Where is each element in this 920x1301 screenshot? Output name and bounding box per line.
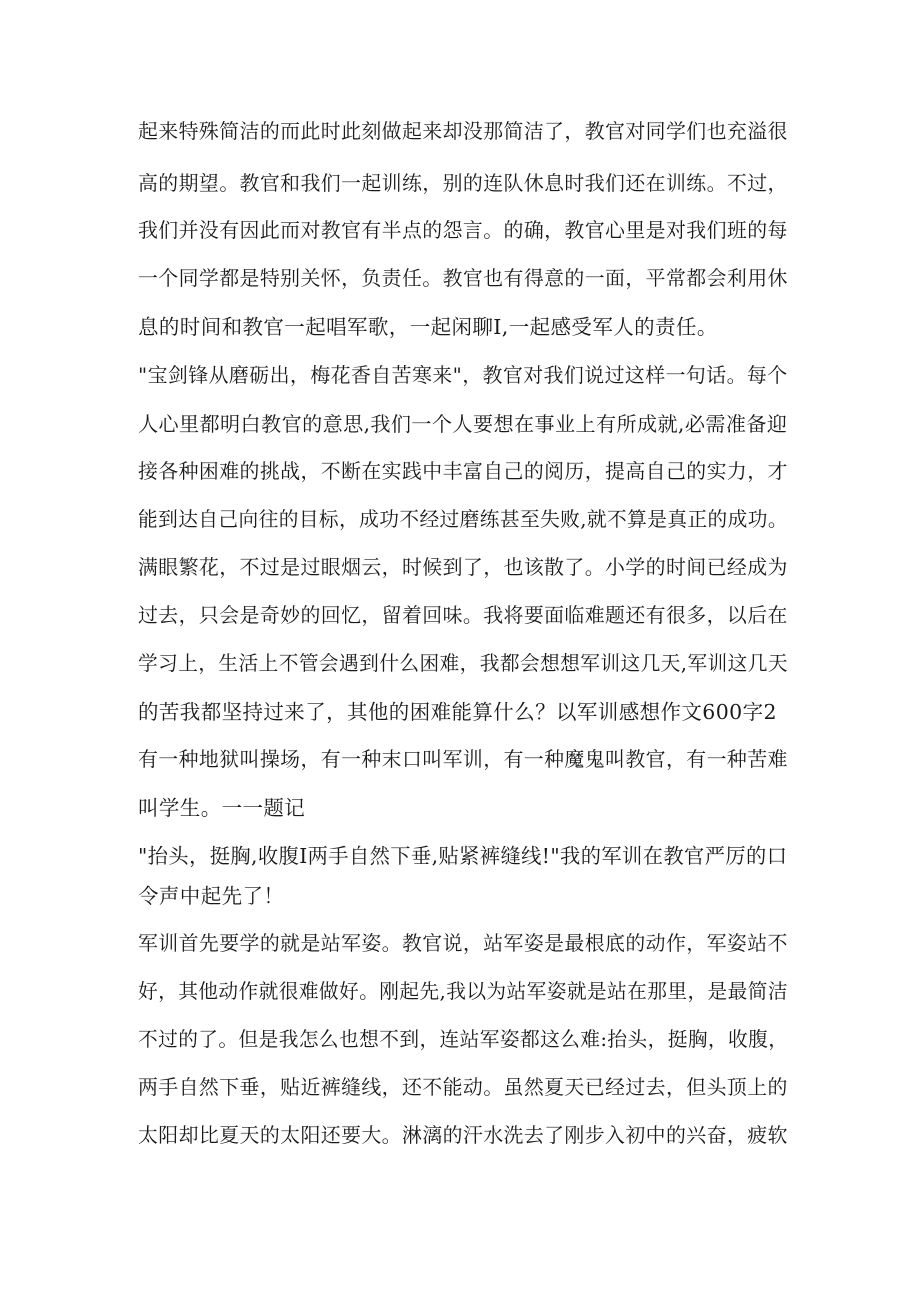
text-line: 人心里都明白教官的意思,我们一个人要想在事业上有所成就,必需准备迎 (138, 412, 788, 436)
text-line: "宝剑锋从磨砺出，梅花香自苦寒来"，教官对我们说过这样一句话。每个 (138, 363, 788, 387)
text-line: 满眼繁花，不过是过眼烟云，时候到了，也该散了。小学的时间已经成为 (138, 556, 788, 579)
text-line: 一个同学都是特别关怀，负责任。教官也有得意的一面，平常都会利用休 (138, 267, 788, 290)
text-line: 高的期望。教官和我们一起训练，别的连队休息时我们还在训练。不过， (138, 172, 788, 195)
text-line: 起来特殊简洁的而此时此刻做起来却没那简洁了，教官对同学们也充溢很 (138, 120, 788, 143)
text-line: 叫学生。一一题记 (138, 796, 306, 820)
text-line: 军训首先要学的就是站军姿。教官说，站军姿是最根底的动作，军姿站不 (138, 932, 788, 955)
text-line: 息的时间和教官一起唱军歌，一起闲聊I,一起感受军人的责任。 (138, 315, 718, 339)
text-line: 有一种地狱叫操场，有一种末口叫军训，有一种魔鬼叫教官，有一种苦难 (138, 748, 788, 771)
text-line: 学习上，生活上不管会遇到什么困难，我都会想想军训这几天,军训这几天 (138, 652, 788, 675)
text-line: 太阳却比夏天的太阳还要大。淋漓的汗水洗去了刚步入初中的兴奋，疲软 (138, 1124, 788, 1147)
text-line: "抬头，挺胸,收腹I两手自然下垂,贴紧裤缝线!"我的军训在教官严厉的口 (138, 844, 788, 868)
text-line: 的苦我都坚持过来了，其他的困难能算什么？以军训感想作文600字2 (138, 700, 777, 724)
text-line: 过去，只会是奇妙的回忆，留着回味。我将要面临难题还有很多，以后在 (138, 604, 788, 627)
text-line: 令声中起先了！ (138, 884, 285, 908)
text-line: 接各种困难的挑战，不断在实践中丰富自己的阅历，提高自己的实力，才 (138, 460, 788, 483)
text-line: 两手自然下垂，贴近裤缝线，还不能动。虽然夏天已经过去，但头顶上的 (138, 1076, 788, 1099)
text-line: 不过的了。但是我怎么也想不到，连站军姿都这么难:抬头，挺胸，收腹， (138, 1028, 789, 1051)
text-line: 好，其他动作就很难做好。刚起先,我以为站军姿就是站在那里，是最简洁 (138, 980, 788, 1003)
text-line: 我们并没有因此而对教官有半点的怨言。的确，教官心里是对我们班的每 (138, 219, 788, 242)
text-line: 能到达自己向往的目标，成功不经过磨练甚至失败,就不算是真正的成功。 (138, 508, 788, 531)
